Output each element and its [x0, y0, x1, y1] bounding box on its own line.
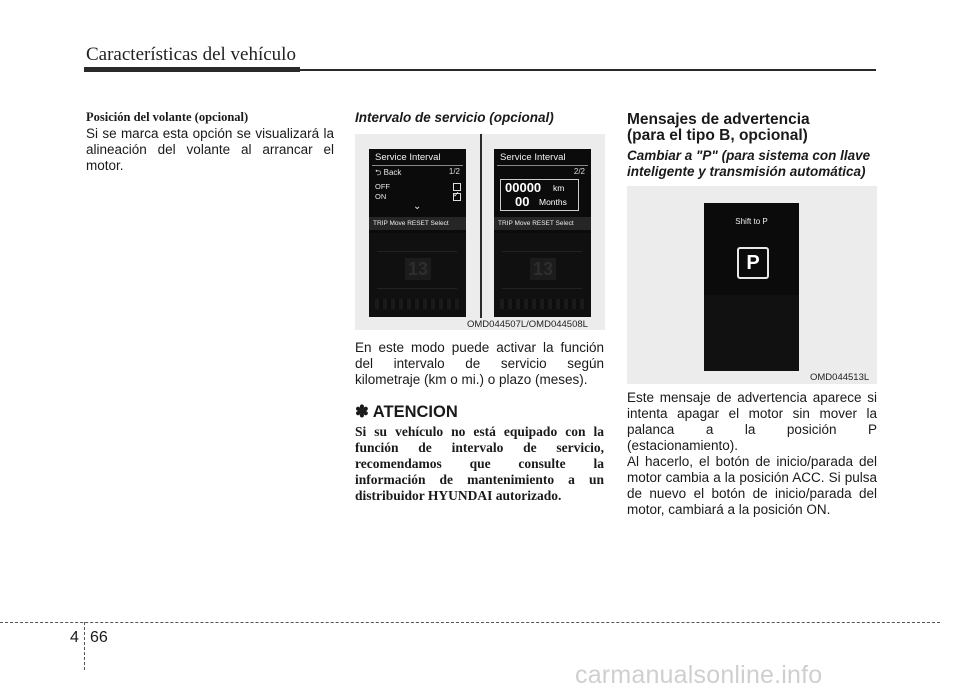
chevron-down-icon: ⌄ [413, 201, 422, 212]
km-unit: km [553, 183, 565, 193]
off-option: OFF [375, 182, 390, 191]
segment-strip [375, 299, 460, 309]
service-interval-text: En este modo puede activar la función del intervalo de servicio según kilometraje (km o mi.) o plazo (meses). [355, 340, 604, 387]
page-number: 66 [90, 629, 108, 646]
park-gear-icon: P [737, 247, 769, 279]
screen-page-indicator: 2/2 [573, 167, 585, 176]
attention-text: Si su vehículo no está equipado con la función de intervalo de servicio, recomendamos que consulte la información de mantenimiento a un distribuidor HYUNDAI autorizado. [355, 424, 604, 503]
heading-line-2: (para el tipo B, opcional) [627, 127, 808, 144]
figure-caption: OMD044513L [810, 372, 870, 383]
dimmed-digit: 13 [405, 258, 431, 280]
interval-value-box [500, 179, 579, 211]
screen-title: Service Interval [500, 152, 566, 163]
steering-position-text: Si se marca esta opción se visualizará la alineación del volante al arrancar el motor. [86, 126, 334, 173]
screen-rule [497, 165, 588, 166]
back-option: ⮌ Back [375, 168, 402, 177]
months-unit: Months [539, 197, 567, 207]
footer-rule [0, 622, 940, 623]
service-interval-screen-1 [369, 149, 466, 317]
on-checkbox-icon [453, 193, 461, 201]
cluster-lower [494, 233, 591, 317]
cluster-lower [369, 233, 466, 317]
chapter-number: 4 [70, 629, 79, 646]
figure-divider [480, 134, 482, 318]
shift-warning-text: Este mensaje de advertencia aparece si intenta apagar el motor sin mover la palanca a la posición P (estacionamiento). [627, 390, 877, 453]
segment-strip [500, 299, 585, 309]
heading-line-1: Mensajes de advertencia [627, 111, 810, 128]
header-rule-thin [300, 69, 876, 71]
running-header: Características del vehículo [86, 44, 296, 65]
footer-separator [84, 622, 85, 670]
shift-to-p-screen [704, 203, 799, 371]
figure-caption: OMD044507L/OMD044508L [467, 319, 588, 330]
shift-message: Shift to P [735, 217, 768, 226]
service-interval-heading: Intervalo de servicio (opcional) [355, 110, 554, 125]
service-interval-screen-2 [494, 149, 591, 317]
steering-position-heading: Posición del volante (opcional) [86, 110, 249, 124]
screen-rule [372, 165, 463, 166]
screen-nav-bar: TRIP Move RESET Select [369, 217, 466, 230]
watermark: carmanualsonline.info [575, 661, 823, 689]
dimmed-digit: 13 [530, 258, 556, 280]
months-value: 00 [515, 194, 530, 209]
screen-title: Service Interval [375, 152, 441, 163]
screen-nav-bar: TRIP Move RESET Select [494, 217, 591, 230]
acc-position-text: Al hacerlo, el botón de inicio/parada del motor cambia a la posición ACC. Si pulsa de nuevo el botón de inicio/parada del motor, cambiará a la posición ON. [627, 454, 877, 517]
header-rule-thick [84, 67, 300, 72]
screen-page-indicator: 1/2 [448, 167, 460, 176]
km-value: 00000 [505, 180, 542, 195]
warning-messages-heading [627, 112, 877, 144]
shift-to-p-subheading: Cambiar a "P" (para sistema con llave inteligente y transmisión automática) [627, 148, 871, 179]
on-option: ON [375, 192, 387, 201]
cluster-lower [704, 295, 799, 371]
attention-title: ✽ ATENCION [355, 403, 458, 421]
